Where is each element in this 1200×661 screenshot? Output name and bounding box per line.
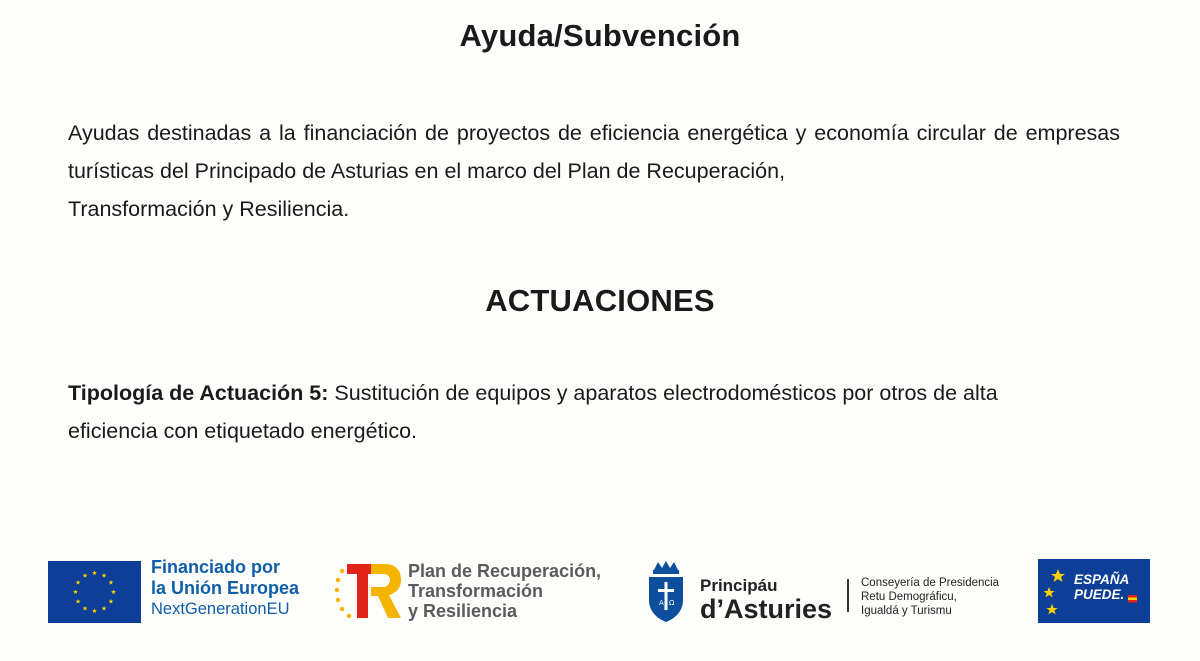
- eu-star: [76, 599, 81, 604]
- eu-text-line2: la Unión Europea: [151, 578, 300, 598]
- espana-puede-text: [1074, 572, 1129, 602]
- actuacion-paragraph: [68, 374, 1088, 450]
- eu-text-line1: Financiado por: [151, 557, 281, 577]
- consejeria-text: [861, 576, 999, 618]
- eu-star: [102, 573, 107, 578]
- eu-star: [108, 599, 113, 604]
- intro-text-end: Transformación y Resiliencia.: [68, 197, 350, 221]
- prtr-text-line2: Transformación: [408, 581, 544, 601]
- eu-text-line3: NextGenerationEU: [151, 600, 290, 618]
- espana-line2: PUEDE.: [1074, 587, 1125, 602]
- eu-stars-icon: [48, 561, 141, 623]
- svg-text:A: A: [659, 599, 664, 607]
- prtr-tr-icon: [333, 558, 403, 624]
- asturias-shield-icon: [646, 560, 686, 624]
- asturias-wordmark: [700, 577, 832, 623]
- asturias-line1: Principáu: [700, 576, 778, 595]
- eu-star: [102, 606, 107, 611]
- eu-funding-text: [151, 557, 299, 620]
- eu-star: [73, 589, 78, 594]
- espana-line1: ESPAÑA: [1074, 572, 1130, 587]
- logo-divider: [847, 579, 849, 612]
- prtr-text-line3: y Resiliencia: [408, 601, 518, 621]
- actuacion-label: Tipología de Actuación 5:: [68, 381, 329, 405]
- section-title: ACTUACIONES: [485, 283, 715, 318]
- prtr-logo: [333, 558, 403, 624]
- consejeria-line2: Retu Demográficu,: [861, 591, 957, 603]
- eu-star: [92, 608, 97, 613]
- eu-star: [111, 589, 116, 594]
- actuacion-text: Sustitución de equipos y aparatos electrodomésticos por otros de alta eficiencia con etiquetado energético.: [68, 381, 998, 443]
- eu-star: [92, 570, 97, 575]
- intro-paragraph: [68, 114, 1120, 228]
- eu-star: [108, 580, 113, 585]
- asturias-line2: d’Asturies: [700, 594, 833, 624]
- prtr-text: [408, 561, 601, 621]
- consejeria-line3: Igualdá y Turismu: [861, 605, 952, 617]
- page-title: Ayuda/Subvención: [459, 18, 741, 53]
- eu-star: [83, 606, 88, 611]
- eu-star: [76, 580, 81, 585]
- consejeria-line1: Conseyería de Presidencia: [861, 577, 1000, 589]
- intro-text: Ayudas destinadas a la financiación de proyectos de eficiencia energética y economía circular de empresas turísticas del Principado de Asturias en el marco del Plan de Recuperación,: [68, 121, 1120, 183]
- eu-star: [83, 573, 88, 578]
- eu-flag-logo: [48, 561, 141, 623]
- prtr-text-line1: Plan de Recuperación,: [408, 561, 602, 581]
- svg-text:Ω: Ω: [669, 599, 675, 607]
- espana-puede-logo: [1038, 559, 1150, 623]
